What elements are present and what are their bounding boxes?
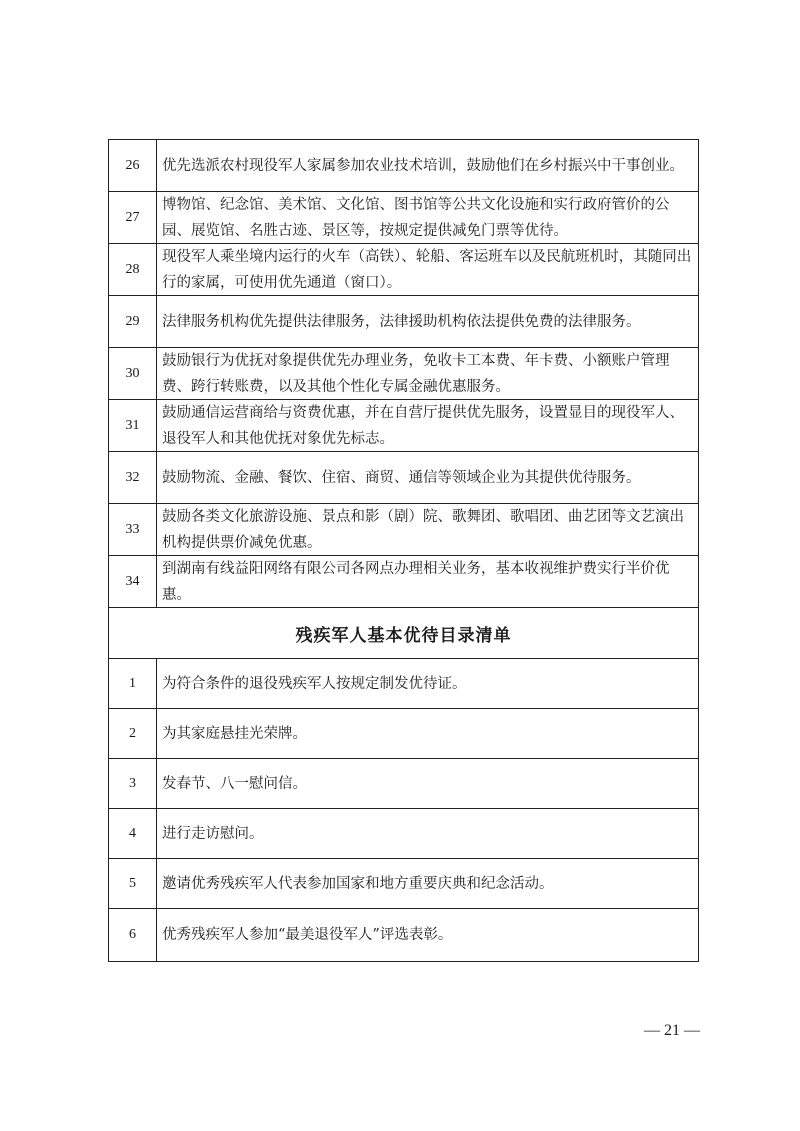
table-row [109, 296, 698, 348]
row-text: 鼓励银行为优抚对象提供优先办理业务，免收卡工本费、年卡费、小额账户管理费、跨行转账费，以及其他个性化专属金融优惠服务。 [162, 352, 670, 395]
row-text: 邀请优秀残疾军人代表参加国家和地方重要庆典和纪念活动。 [162, 875, 554, 892]
table-row [109, 192, 698, 244]
table-row [109, 504, 698, 556]
table-row [109, 759, 698, 809]
row-text: 为其家庭悬挂光荣牌。 [162, 725, 307, 742]
table-row [109, 348, 698, 400]
page-number: — 21 — [644, 1022, 700, 1039]
row-text: 鼓励通信运营商给与资费优惠，并在自营厅提供优先服务，设置显目的现役军人、退役军人和其他优抚对象优先标志。 [162, 404, 684, 447]
row-number: 29 [109, 296, 157, 347]
row-number: 31 [109, 400, 157, 451]
row-text: 鼓励物流、金融、餐饮、住宿、商贸、通信等领域企业为其提供优待服务。 [162, 469, 641, 486]
table-row [109, 809, 698, 859]
row-number: 5 [109, 859, 157, 908]
row-text: 优先选派农村现役军人家属参加农业技术培训，鼓励他们在乡村振兴中干事创业。 [162, 157, 684, 174]
table-row [109, 140, 698, 192]
table-row [109, 859, 698, 909]
row-number: 32 [109, 452, 157, 503]
row-text: 法律服务机构优先提供法律服务，法律援助机构依法提供免费的法律服务。 [162, 313, 641, 330]
row-number: 28 [109, 244, 157, 295]
row-text: 现役军人乘坐境内运行的火车（高铁）、轮船、客运班车以及民航班机时，其随同出行的家属，可使用优先通道（窗口）。 [162, 248, 692, 291]
row-number: 27 [109, 192, 157, 243]
benefits-table [108, 139, 699, 962]
row-text: 优秀残疾军人参加“最美退役军人”评选表彰。 [162, 927, 453, 943]
row-number: 34 [109, 556, 157, 607]
table-row [109, 400, 698, 452]
row-number: 26 [109, 140, 157, 191]
row-number: 4 [109, 809, 157, 858]
row-number: 3 [109, 759, 157, 808]
row-text: 为符合条件的退役残疾军人按规定制发优待证。 [162, 675, 467, 692]
table-row [109, 909, 698, 961]
row-number: 2 [109, 709, 157, 758]
row-text: 鼓励各类文化旅游设施、景点和影（剧）院、歌舞团、歌唱团、曲艺团等文艺演出机构提供票价减免优惠。 [162, 508, 684, 551]
row-number: 1 [109, 659, 157, 708]
row-text: 发春节、八一慰问信。 [162, 775, 307, 792]
row-text: 到湖南有线益阳网络有限公司各网点办理相关业务，基本收视维护费实行半价优惠。 [162, 560, 670, 603]
table-row [109, 709, 698, 759]
table-row [109, 452, 698, 504]
row-number: 6 [109, 909, 157, 961]
table-row [109, 659, 698, 709]
row-number: 33 [109, 504, 157, 555]
table-row [109, 556, 698, 608]
row-number: 30 [109, 348, 157, 399]
section-title: 残疾军人基本优待目录清单 [109, 608, 698, 659]
row-text: 博物馆、纪念馆、美术馆、文化馆、图书馆等公共文化设施和实行政府管价的公园、展览馆、名胜古迹、景区等，按规定提供减免门票等优待。 [162, 196, 670, 239]
table-row [109, 244, 698, 296]
row-text: 进行走访慰问。 [162, 825, 264, 842]
